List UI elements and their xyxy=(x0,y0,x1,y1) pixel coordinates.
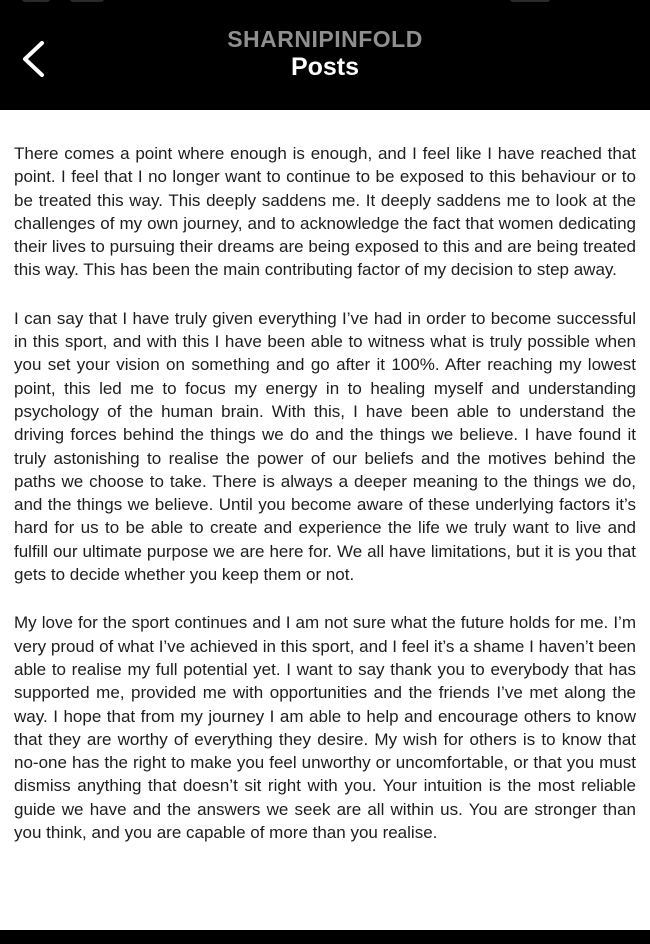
status-indicator xyxy=(22,0,50,2)
top-nav-bar xyxy=(0,0,650,110)
page-title: Posts xyxy=(290,53,360,81)
post-content xyxy=(0,110,650,930)
status-indicator xyxy=(70,0,104,2)
post-paragraph: There comes a point where enough is enough, and I feel like I have reached that point. I feel that I no longer want to continue to be exposed to this behaviour or to be treated this way. This deeply saddens me. It deeply saddens me to look at the challenges of my own journey, and to acknowledge the fact that women dedicating their lives to pursuing their dreams are being exposed to this and are being treated this way. This has been the main contributing factor of my decision to step away. xyxy=(14,144,636,280)
status-bar xyxy=(0,0,650,8)
account-name: SHARNIPINFOLD xyxy=(227,26,423,52)
post-paragraph: My love for the sport continues and I am not sure what the future holds for me. I’m very proud of what I’ve achieved in this sport, and I feel it’s a shame I haven’t been able to realise my full potential yet. I want to say thank you to everybody that has supported me, provided me with opportunities and the friends I’ve met along the way. I hope that from my journey I am able to help and encourage others to know that they are worthy of everything they desire. My wish for others is to know that no-one has the right to make you feel unworthy or uncomfortable, or that you must dismiss anything that doesn’t sit right with you. Your intuition is the most reliable guide we have and the answers we seek are all within us. You are stronger than you think, and you are capable of more than you realise. xyxy=(14,613,636,843)
status-indicator xyxy=(510,0,550,2)
post-paragraph: I can say that I have truly given everything I’ve had in order to become successful in this sport, and with this I have been able to witness what is truly possible when you set your vision on something and go after it 100%. After reaching my lowest point, this led me to focus my energy in to healing myself and understanding psychology of the human brain. With this, I have been able to understand the driving forces behind the things we do and the things we believe. I have found it truly astonishing to realise the power of our beliefs and the motives behind the paths we choose to take. There is always a deeper meaning to the things we do, and the things we believe. Until you become aware of these underlying factors it’s hard for us to be able to create and experience the life we truly want to live and fulfill our ultimate purpose we are here for. We all have limitations, but it is you that gets to decide whether you keep them or not. xyxy=(14,308,636,585)
bottom-bar xyxy=(0,930,650,944)
nav-title-block xyxy=(0,26,650,81)
